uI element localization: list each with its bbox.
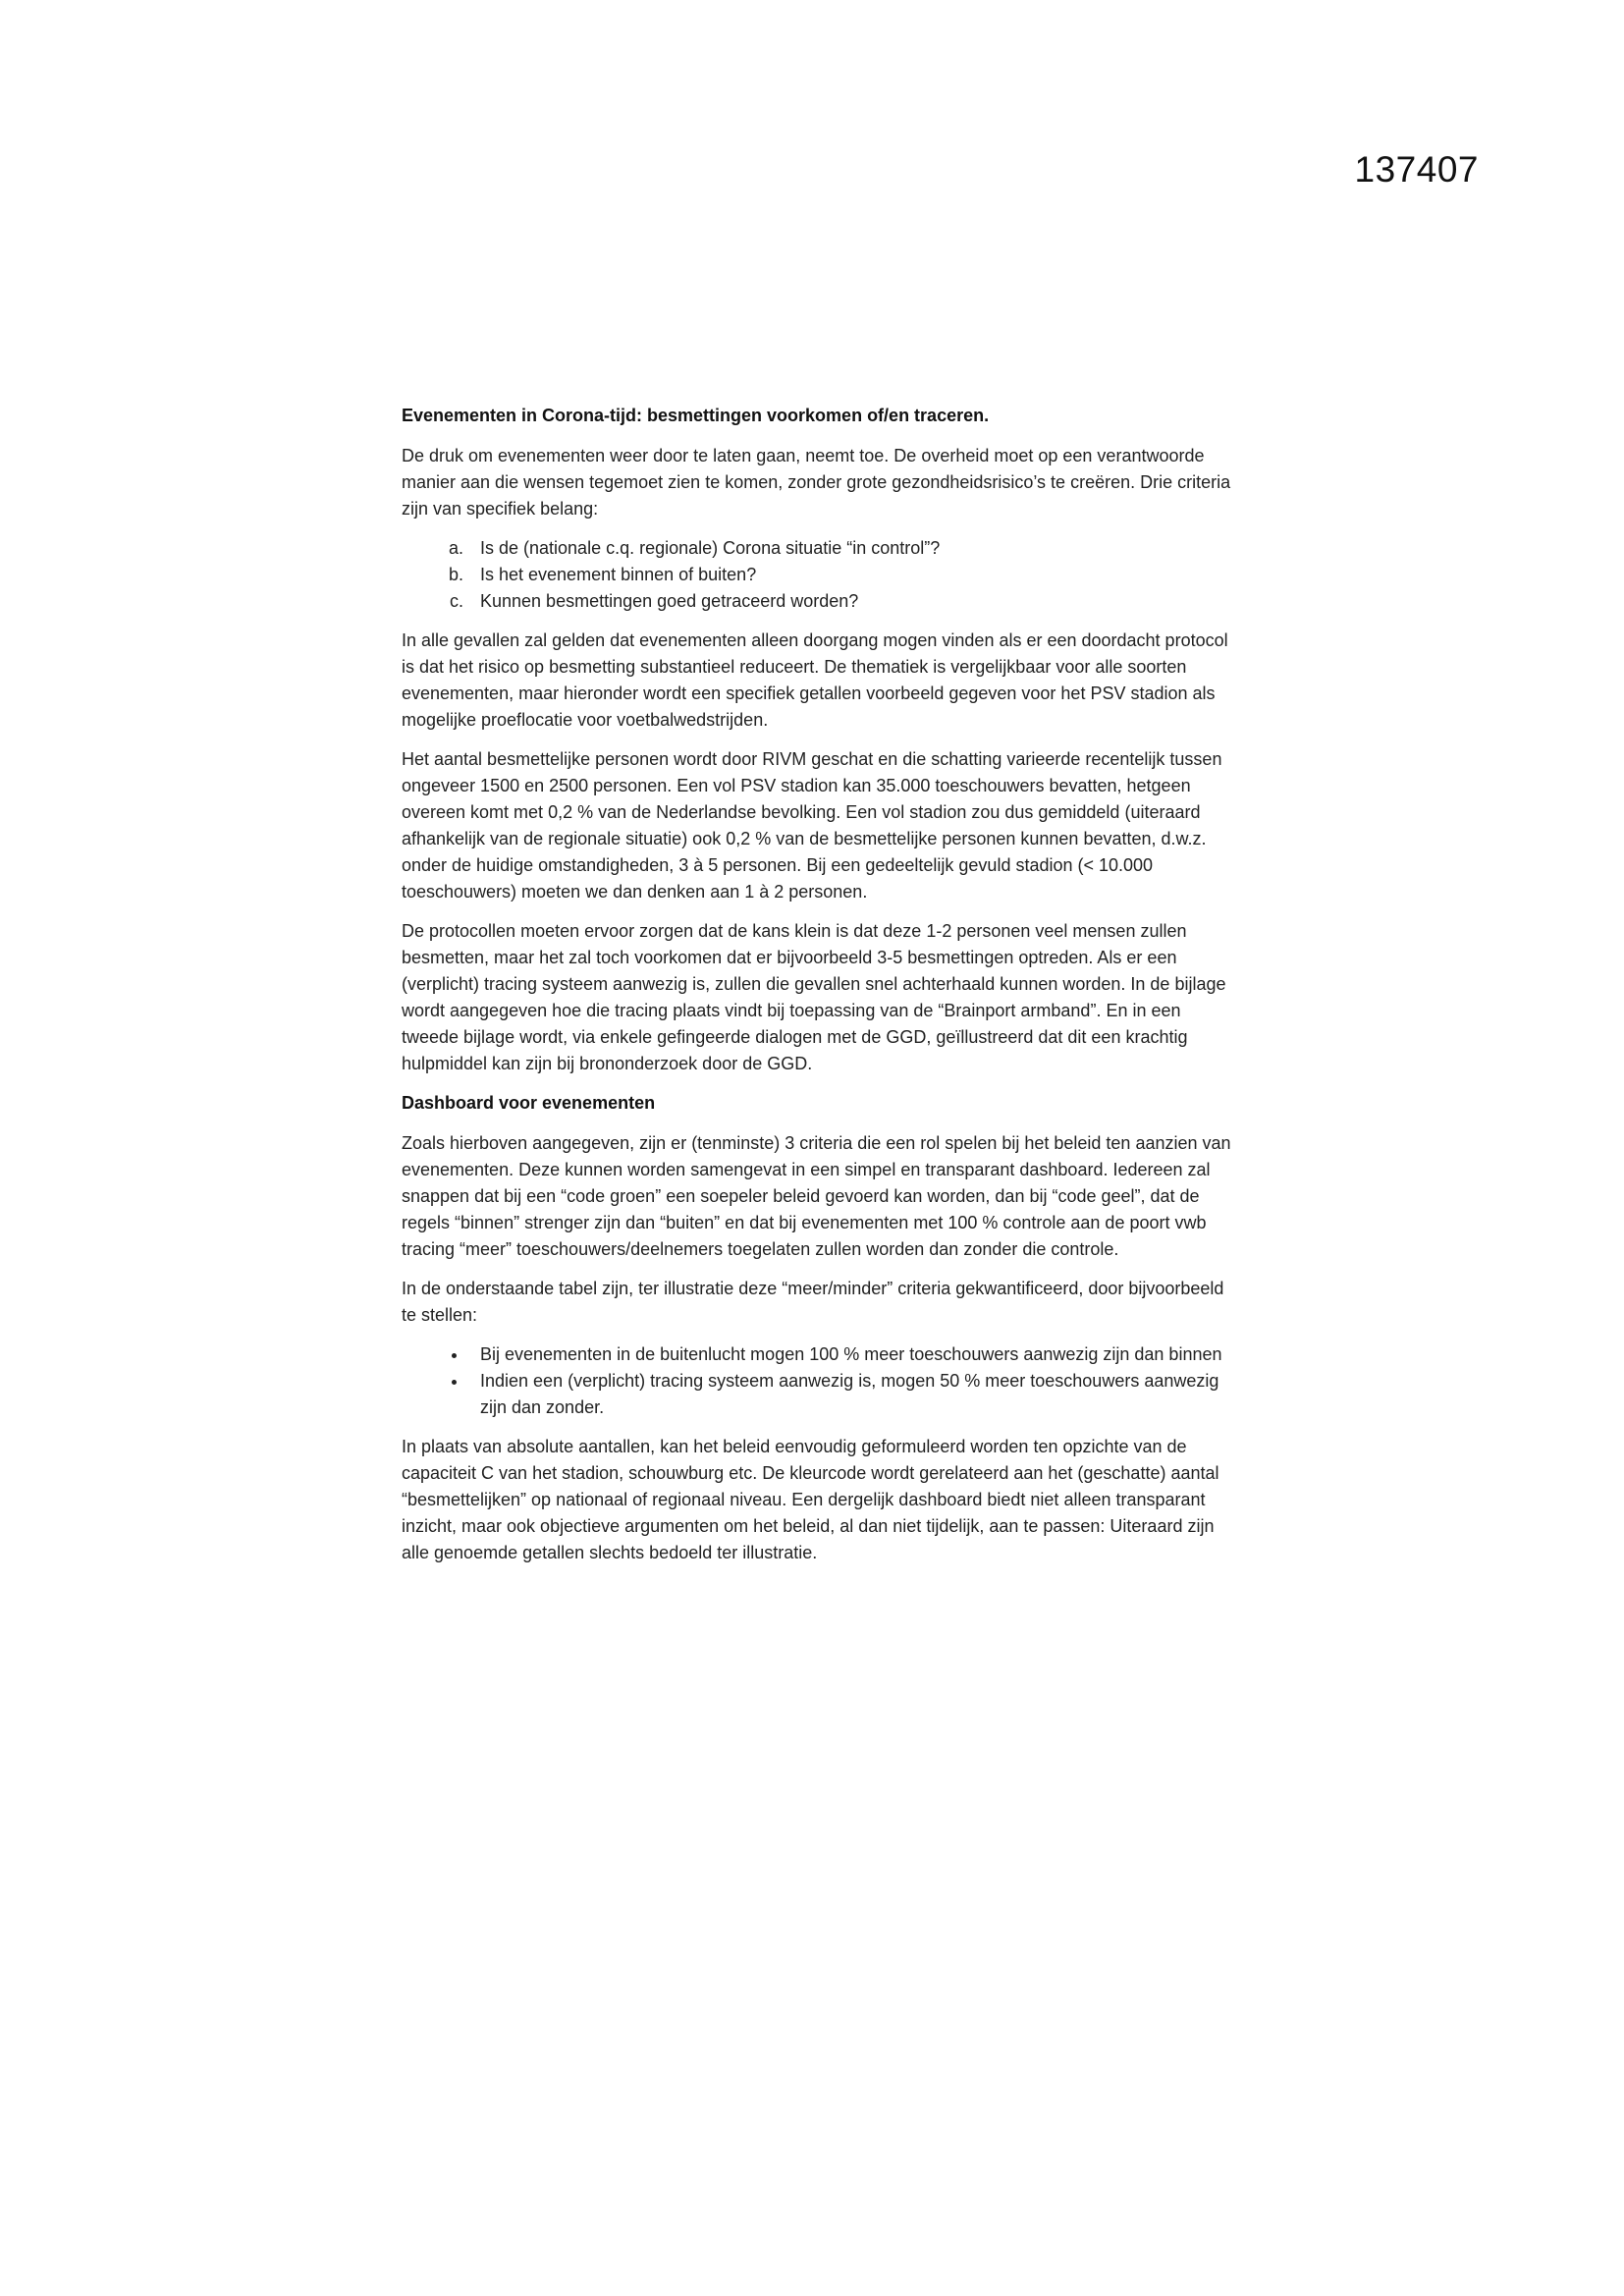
intro-paragraph: De druk om evenementen weer door te laten gaan, neemt toe. De overheid moet op een verantwoorde manier aan die wensen tegemoet zien te komen, zonder grote gezondheidsrisico’s te creëren. Drie criteria zijn van specifiek belang: <box>402 446 1231 519</box>
document-body <box>402 403 1236 1579</box>
document-title: Evenementen in Corona-tijd: besmettingen voorkomen of/en traceren. <box>402 406 990 425</box>
protocol-paragraph: In alle gevallen zal gelden dat evenementen alleen doorgang mogen vinden als er een doordacht protocol is dat het risico op besmetting substantieel reduceert. De thematiek is vergelijkbaar voor alle soorten evenementen, maar hieronder wordt een specifiek getallen voorbeeld gegeven voor het PSV stadion als mogelijke proeflocatie voor voetbalwedstrijden. <box>402 630 1228 730</box>
dashboard-paragraph: Zoals hierboven aangegeven, zijn er (tenminste) 3 criteria die een rol spelen bij het beleid ten aanzien van evenementen. Deze kunnen worden samengevat in een simpel en transparant dashboard. Iedereen zal snappen dat bij een “code groen” een soepeler beleid gevoerd kan worden, dan bij “code geel”, dat de regels “binnen” strenger zijn dan “buiten” en dat bij evenementen met 100 % controle aan de poort vwb tracing “meer” toeschouwers/deelnemers toegelaten zullen worden dan zonder die controle. <box>402 1133 1231 1259</box>
rules-list <box>402 1341 1236 1421</box>
section-heading: Dashboard voor evenementen <box>402 1093 656 1113</box>
tracing-paragraph: De protocollen moeten ervoor zorgen dat de kans klein is dat deze 1-2 personen veel mensen zullen besmetten, maar het zal toch voorkomen dat er bijvoorbeeld 3-5 besmettingen optreden. Als er een (verplicht) tracing systeem aanwezig is, zullen die gevallen snel achterhaald kunnen worden. In de bijlage wordt aangegeven hoe die tracing plaats vindt bij toepassing van de “Brainport armband”. En in een tweede bijlage wordt, via enkele gefingeerde dialogen met de GGD, geïllustreerd dat dit een krachtig hulpmiddel kan zijn bij brononderzoek door de GGD. <box>402 921 1226 1073</box>
list-item: a. Is de (nationale c.q. regionale) Corona situatie “in control”? <box>468 535 1236 562</box>
table-intro-paragraph: In de onderstaande tabel zijn, ter illustratie deze “meer/minder” criteria gekwantificeerd, door bijvoorbeeld te stellen: <box>402 1279 1224 1325</box>
list-item: b. Is het evenement binnen of buiten? <box>468 562 1236 588</box>
list-item: • Indien een (verplicht) tracing systeem aanwezig is, mogen 50 % meer toeschouwers aanwezig zijn dan zonder. <box>468 1368 1236 1421</box>
list-item: • Bij evenementen in de buitenlucht mogen 100 % meer toeschouwers aanwezig zijn dan binnen <box>468 1341 1236 1368</box>
criteria-list <box>402 535 1236 615</box>
list-item: c. Kunnen besmettingen goed getraceerd worden? <box>468 588 1236 615</box>
capacity-paragraph: In plaats van absolute aantallen, kan het beleid eenvoudig geformuleerd worden ten opzichte van de capaciteit C van het stadion, schouwburg etc. De kleurcode wordt gerelateerd aan het (geschatte) aantal “besmettelijken” op nationaal of regionaal niveau. Een dergelijk dashboard biedt niet alleen transparant inzicht, maar ook objectieve argumenten om het beleid, al dan niet tijdelijk, aan te passen: Uiteraard zijn alle genoemde getallen slechts bedoeld ter illustratie. <box>402 1437 1219 1562</box>
document-number: 137407 <box>1354 149 1479 190</box>
rivm-paragraph: Het aantal besmettelijke personen wordt door RIVM geschat en die schatting varieerde recentelijk tussen ongeveer 1500 en 2500 personen. Een vol PSV stadion kan 35.000 toeschouwers bevatten, hetgeen overeen komt met 0,2 % van de Nederlandse bevolking. Een vol stadion zou dus gemiddeld (uiteraard afhankelijk van de regionale situatie) ook 0,2 % van de besmettelijke personen kunnen bevatten, d.w.z. onder de huidige omstandigheden, 3 à 5 personen. Bij een gedeeltelijk gevuld stadion (< 10.000 toeschouwers) moeten we dan denken aan 1 à 2 personen. <box>402 749 1222 902</box>
